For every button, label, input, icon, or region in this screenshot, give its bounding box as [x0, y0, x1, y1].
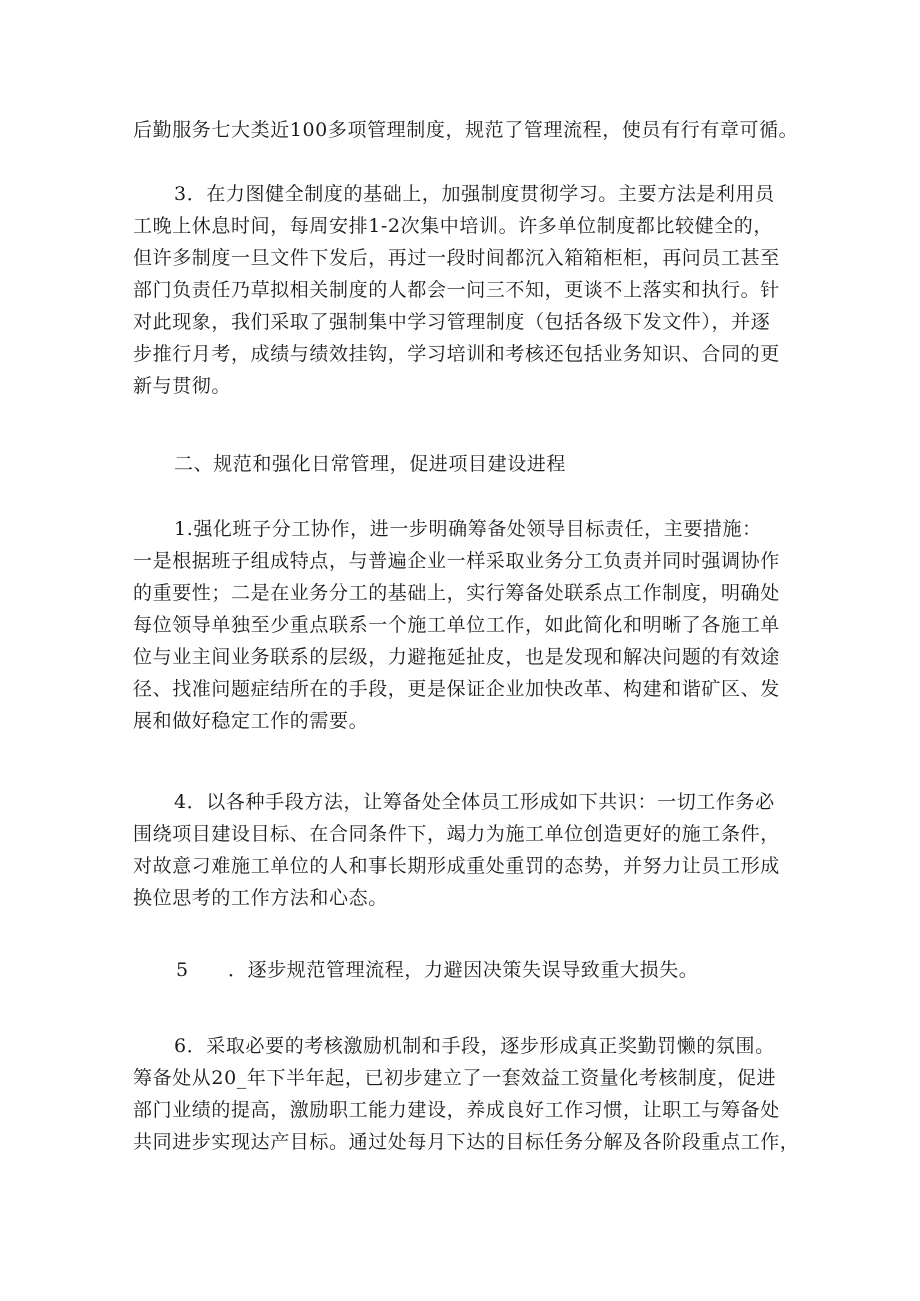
paragraph-line: 工晚上休息时间，每周安排1-2次集中培训。许多单位制度都比较健全的， — [133, 215, 773, 237]
paragraph-line: 对此现象，我们采取了强制集中学习管理制度（包括各级下发文件），并逐 — [133, 311, 771, 333]
paragraph-line: 3．在力图健全制度的基础上，加强制度贯彻学习。主要方法是利用员 — [174, 183, 775, 205]
paragraph-line: 围绕项目建设目标、在合同条件下，竭力为施工单位创造更好的施工条件， — [133, 823, 780, 845]
section-heading: 二、规范和强化日常管理，促进项目建设进程 — [174, 453, 567, 475]
paragraph-line: 步推行月考，成绩与绩效挂钩，学习培训和考核还包括业务知识、合同的更 — [133, 343, 780, 365]
paragraph-line: 6．采取必要的考核激励机制和手段，逐步形成真正奖勤罚懒的氛围。 — [174, 1035, 775, 1057]
paragraph-line: 部门负责任乃草拟相关制度的人都会一问三不知，更谈不上落实和执行。针 — [133, 279, 780, 301]
paragraph-line: 换位思考的工作方法和心态。 — [133, 887, 388, 909]
paragraph-line: 新与贯彻。 — [133, 375, 232, 397]
paragraph-line: ．逐步规范管理流程，力避因决策失误导致重大损失。 — [228, 959, 699, 981]
paragraph-line: 部门业绩的提高，激励职工能力建设，养成良好工作习惯，让职工与筹备处 — [133, 1099, 780, 1121]
paragraph-line: 展和做好稳定工作的需要。 — [133, 710, 369, 732]
list-item-number: 5 — [176, 959, 189, 981]
paragraph-line: 每位领导单独至少重点联系一个施工单位工作，如此简化和明晰了各施工单 — [133, 614, 780, 636]
paragraph-line: 共同进步实现达产目标。通过处每月下达的目标任务分解及各阶段重点工作， — [133, 1131, 800, 1153]
paragraph-line: 后勤服务七大类近100多项管理制度，规范了管理流程，使员有行有章可循。 — [133, 119, 799, 141]
paragraph-line: 一是根据班子组成特点，与普遍企业一样采取业务分工负责并同时强调协作 — [133, 550, 780, 572]
paragraph-line: 但许多制度一旦文件下发后，再过一段时间都沉入箱箱柜柜，再问员工甚至 — [133, 247, 780, 269]
paragraph-line: 筹备处从20_年下半年起，已初步建立了一套效益工资量化考核制度，促进 — [133, 1067, 777, 1089]
paragraph-line: 1.强化班子分工协作，进一步明确筹备处领导目标责任，主要措施： — [174, 518, 762, 540]
paragraph-line: 对故意刁难施工单位的人和事长期形成重处重罚的态势，并努力让员工形成 — [133, 855, 780, 877]
paragraph-line: 位与业主间业务联系的层级，力避拖延扯皮，也是发现和解决问题的有效途 — [133, 646, 780, 668]
paragraph-line: 4．以各种手段方法，让筹备处全体员工形成如下共识：一切工作务必 — [174, 791, 775, 813]
paragraph-line: 径、找准问题症结所在的手段，更是保证企业加快改革、构建和谐矿区、发 — [133, 678, 780, 700]
list-item-5 — [176, 958, 776, 982]
paragraph-line: 的重要性；二是在业务分工的基础上，实行筹备处联系点工作制度，明确处 — [133, 582, 780, 604]
